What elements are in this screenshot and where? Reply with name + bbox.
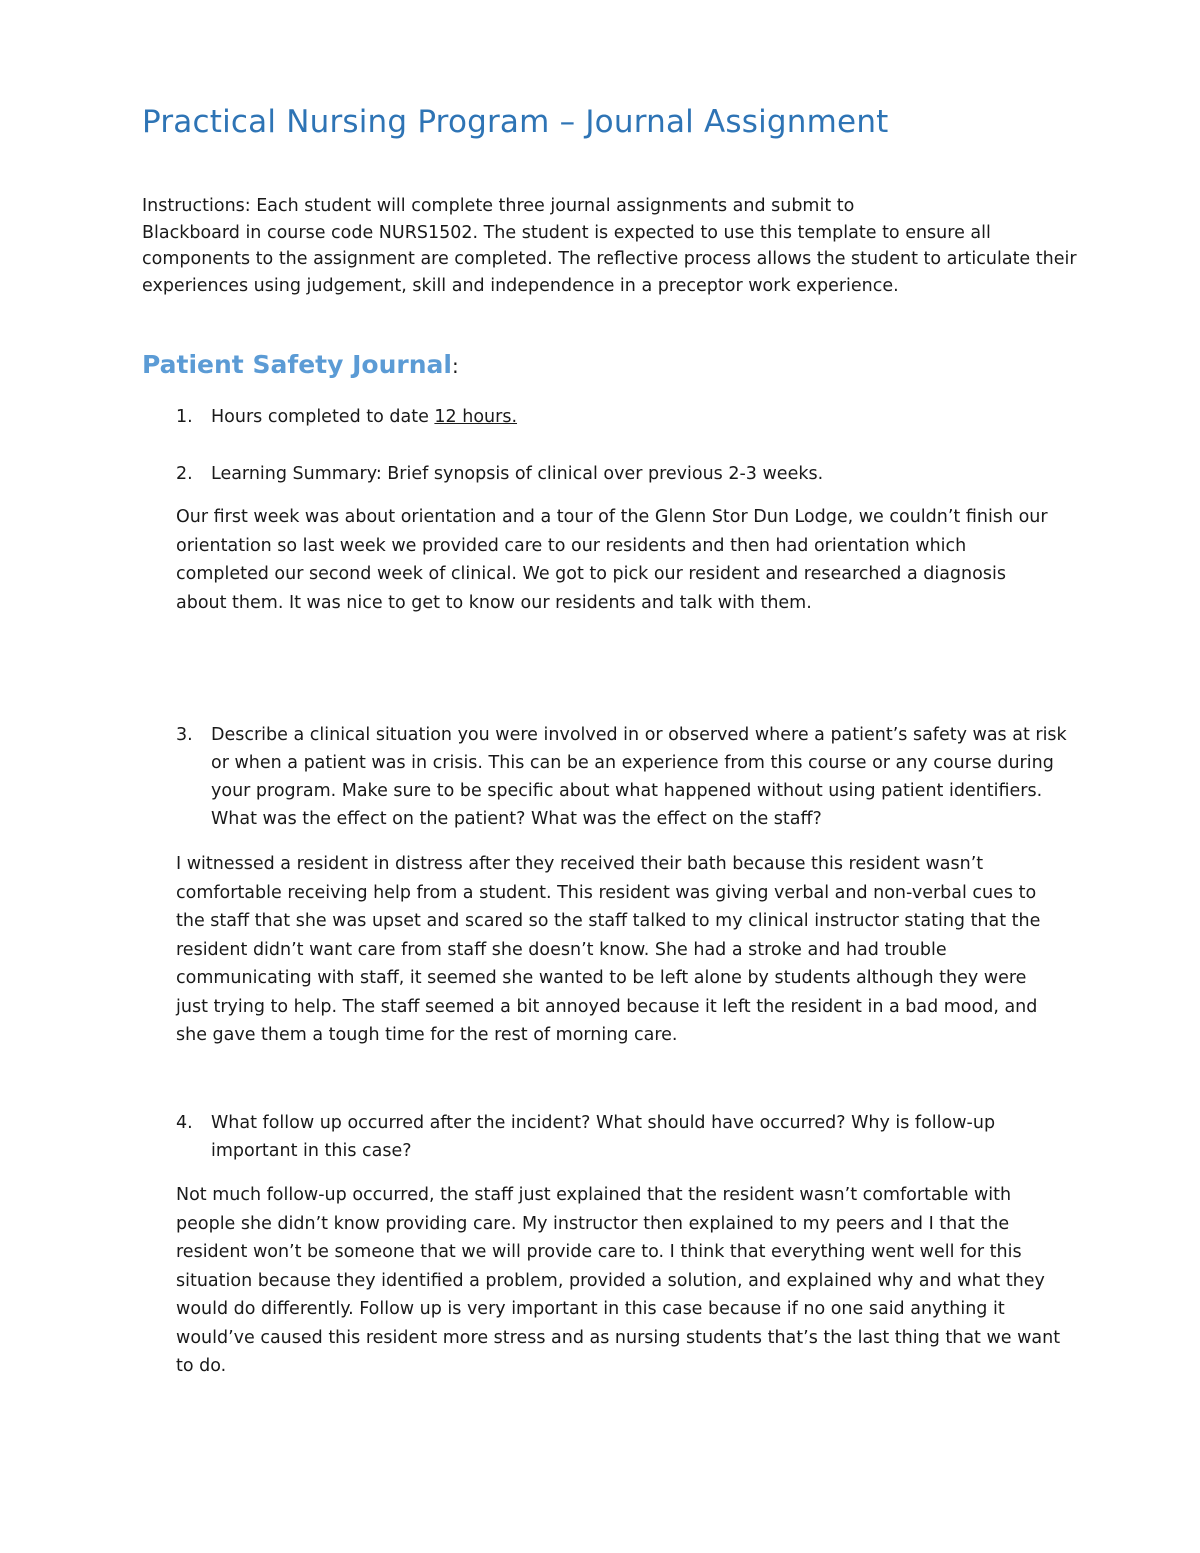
- answer-line: completed our second week of clinical. We got to pick our resident and researched a diagnosis: [176, 564, 1006, 584]
- answer-line: I witnessed a resident in distress after they received their bath because this resident wasn’t: [176, 854, 984, 874]
- document-title: Practical Nursing Program – Journal Assignment: [142, 104, 889, 140]
- answer-2: [176, 503, 1076, 617]
- section-heading-colon: :: [451, 354, 459, 378]
- answer-line: resident won’t be someone that we will provide care to. I think that everything went well for this: [176, 1242, 1022, 1262]
- answer-3: [176, 850, 1076, 1050]
- question-text: [211, 721, 1091, 833]
- answer-line: would’ve caused this resident more stress and as nursing students that’s the last thing that we want: [176, 1327, 1061, 1348]
- answer-line: orientation so last week we provided care to our residents and then had orientation which: [176, 535, 967, 556]
- question-line: Learning Summary: Brief synopsis of clinical over previous 2-3 weeks.: [211, 464, 824, 484]
- section-heading: [142, 350, 459, 379]
- question-number: 1.: [176, 407, 193, 427]
- instructions-line: experiences using judgement, skill and independence in a preceptor work experience.: [142, 275, 899, 296]
- answer-line: resident didn’t want care from staff she doesn’t know. She had a stroke and had trouble: [176, 939, 947, 960]
- answer-line: to do.: [176, 1356, 227, 1376]
- question-line: What was the effect on the patient? What was the effect on the staff?: [211, 809, 822, 829]
- answer-line: she gave them a tough time for the rest of morning care.: [176, 1025, 678, 1045]
- question-line: Describe a clinical situation you were involved in or observed where a patient’s safety was at risk: [211, 725, 1067, 745]
- question-text: [211, 403, 1091, 431]
- instructions-paragraph: [142, 193, 1077, 299]
- answer-line: communicating with staff, it seemed she wanted to be left alone by students although they were: [176, 968, 1027, 988]
- question-text: [211, 1109, 1091, 1165]
- question-text: [211, 460, 1091, 488]
- answer-line: about them. It was nice to get to know our residents and talk with them.: [176, 592, 812, 613]
- answer-4: [176, 1181, 1076, 1381]
- answer-line: Not much follow-up occurred, the staff just explained that the resident wasn’t comfortable with: [176, 1185, 1012, 1205]
- hours-value: 12 hours.: [434, 407, 518, 427]
- instructions-line: Instructions: Each student will complete three journal assignments and submit to: [142, 196, 855, 216]
- answer-line: the staff that she was upset and scared so the staff talked to my clinical instructor stating that the: [176, 911, 1041, 931]
- question-line: your program. Make sure to be specific about what happened without using patient identifiers.: [211, 781, 1043, 801]
- answer-line: people she didn’t know providing care. My instructor then explained to my peers and I that the: [176, 1213, 1010, 1234]
- section-heading-text: Patient Safety Journal: [142, 350, 452, 379]
- question-line: What follow up occurred after the incident? What should have occurred? Why is follow-up: [211, 1113, 996, 1133]
- answer-line: would do differently. Follow up is very important in this case because if no one said anything it: [176, 1299, 1005, 1319]
- question-line: or when a patient was in crisis. This can be an experience from this course or any course during: [211, 753, 1054, 773]
- instructions-line: Blackboard in course code NURS1502. The student is expected to use this template to ensure all: [142, 222, 991, 243]
- question-line: important in this case?: [211, 1141, 412, 1161]
- answer-line: situation because they identified a problem, provided a solution, and explained why and what they: [176, 1270, 1045, 1291]
- question-number: 3.: [176, 725, 193, 745]
- answer-line: just trying to help. The staff seemed a bit annoyed because it left the resident in a bad mood, and: [176, 996, 1038, 1017]
- answer-line: Our first week was about orientation and a tour of the Glenn Stor Dun Lodge, we couldn’t finish our: [176, 507, 1048, 527]
- instructions-line: components to the assignment are completed. The reflective process allows the student to articulate their: [142, 249, 1077, 269]
- hours-label: Hours completed to date: [211, 407, 435, 427]
- question-number: 2.: [176, 464, 193, 484]
- question-number: 4.: [176, 1113, 193, 1133]
- answer-line: comfortable receiving help from a student. This resident was giving verbal and non-verbal cues to: [176, 882, 1037, 903]
